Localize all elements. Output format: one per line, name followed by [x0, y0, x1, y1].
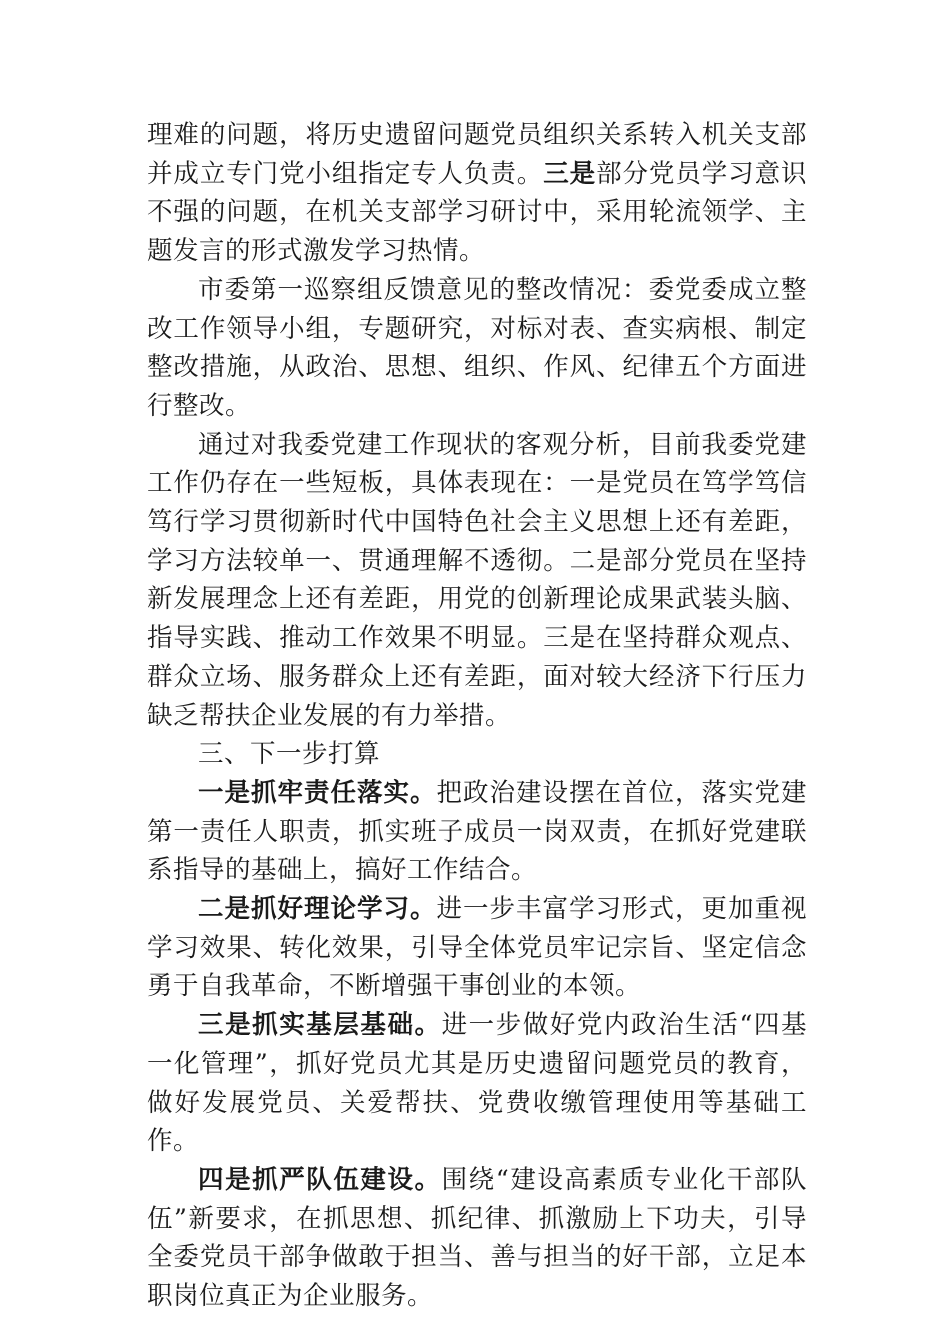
document-page [147, 116, 807, 1316]
text-run: 市委第一巡察组反馈意见的整改情况：委党委成立整改工作领导小组，专题研究，对标对表、查实病根、制定整改措施，从政治、思想、组织、作风、纪律五个方面进行整改。 [147, 274, 807, 421]
paragraph-7 [147, 1006, 807, 1161]
paragraph-5 [147, 774, 807, 890]
emphasis-run: 三是 [543, 158, 597, 189]
text-run: 理难的问题，将历史遗留问题党员组织关系转入机关支部并成立专门党小组指定专人负责。 [147, 120, 807, 189]
emphasis-run: 一是抓牢责任落实。 [198, 777, 437, 808]
emphasis-run: 三是抓实基层基础。 [198, 1010, 442, 1041]
paragraph-2 [147, 271, 807, 426]
text-run: 进一步做好党内政治生活“四基一化管理”，抓好党员尤其是历史遗留问题党员的教育，做好发展党员、关爱帮扶、党费收缴管理使用等基础工作。 [147, 1010, 807, 1157]
text-run: 围绕“建设高素质专业化干部队伍”新要求，在抓思想、抓纪律、抓激励上下功夫，引导全委党员干部争做敢于担当、善与担当的好干部，立足本职岗位真正为企业服务。 [147, 1164, 807, 1312]
section-heading [147, 735, 807, 774]
text-run: 部分党员学习意识不强的问题，在机关支部学习研讨中，采用轮流领学、主题发言的形式激发学习热情。 [147, 158, 807, 267]
text-run: 进一步丰富学习形式，更加重视学习效果、转化效果，引导全体党员牢记宗旨、坚定信念勇于自我革命，不断增强干事创业的本领。 [147, 894, 807, 1002]
paragraph-6 [147, 890, 807, 1006]
text-run: 把政治建设摆在首位，落实党建第一责任人职责，抓实班子成员一岗双责，在抓好党建联系指导的基础上，搞好工作结合。 [147, 777, 807, 886]
emphasis-run: 四是抓严队伍建设。 [198, 1164, 442, 1195]
emphasis-run: 二是抓好理论学习。 [198, 894, 437, 925]
heading-text: 三、下一步打算 [198, 739, 381, 770]
paragraph-3 [147, 426, 807, 736]
paragraph-8 [147, 1161, 807, 1316]
text-run: 通过对我委党建工作现状的客观分析，目前我委党建工作仍存在一些短板，具体表现在：一是党员在笃学笃信笃行学习贯彻新时代中国特色社会主义思想上还有差距，学习方法较单一、贯通理解不透彻。二是部分党员在坚持新发展理念上还有差距，用党的创新理论成果武装头脑、指导实践、推动工作效果不明显。三是在坚持群众观点、群众立场、服务群众上还有差距，面对较大经济下行压力缺乏帮扶企业发展的有力举措。 [147, 429, 807, 731]
paragraph-1 [147, 116, 807, 271]
